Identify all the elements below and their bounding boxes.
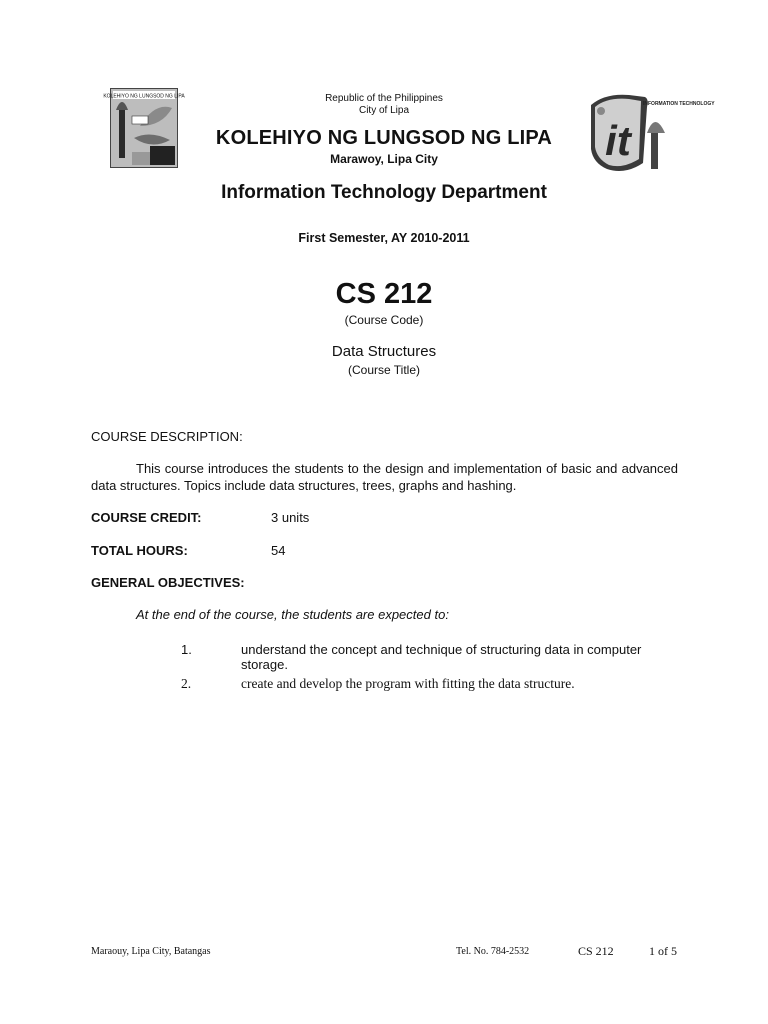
- course-code-caption: (Course Code): [344, 313, 424, 327]
- republic-text: Republic of the Philippines: [325, 93, 443, 104]
- course-credit-label: COURSE CREDIT:: [91, 510, 202, 525]
- footer-page-number: 1 of 5: [649, 944, 677, 958]
- course-description-label: COURSE DESCRIPTION:: [91, 429, 243, 444]
- footer-course-code: CS 212: [578, 944, 614, 958]
- total-hours-value: 54: [271, 543, 286, 558]
- objective-number: 2.: [181, 676, 192, 691]
- course-title: Data Structures: [331, 343, 437, 360]
- department-title: Information Technology Department: [221, 182, 547, 203]
- course-code: CS 212: [335, 278, 433, 310]
- objectives-intro: At the end of the course, the students are expected to:: [136, 607, 449, 622]
- footer-telephone: Tel. No. 784-2532: [456, 946, 530, 957]
- footer-address: Maraouy, Lipa City, Batangas: [91, 946, 211, 957]
- course-description-text: This course introduces the students to the design and implementation of basic and advanced data structures. Topics include data structures, trees, graphs and hashing.: [91, 461, 678, 493]
- semester-text: First Semester, AY 2010-2011: [298, 231, 470, 245]
- college-address: Marawoy, Lipa City: [330, 152, 438, 166]
- college-logo-text: KOLEHIYO NG LUNGSOD NG LIPA: [103, 93, 185, 100]
- total-hours-label: TOTAL HOURS:: [91, 543, 188, 558]
- course-title-caption: (Course Title): [347, 363, 421, 377]
- objective-text: understand the concept and technique of structuring data in computer storage.: [241, 642, 642, 672]
- it-logo-caption: INFORMATION TECHNOLOGY: [643, 101, 715, 107]
- objective-text: create and develop the program with fitting the data structure.: [241, 676, 575, 691]
- college-name: KOLEHIYO NG LUNGSOD NG LIPA: [215, 127, 553, 149]
- objective-number: 1.: [181, 642, 192, 657]
- general-objectives-label: GENERAL OBJECTIVES:: [91, 575, 245, 590]
- course-credit-value: 3 units: [271, 510, 310, 525]
- it-logo-letters: it: [605, 117, 631, 164]
- city-text: City of Lipa: [358, 105, 410, 116]
